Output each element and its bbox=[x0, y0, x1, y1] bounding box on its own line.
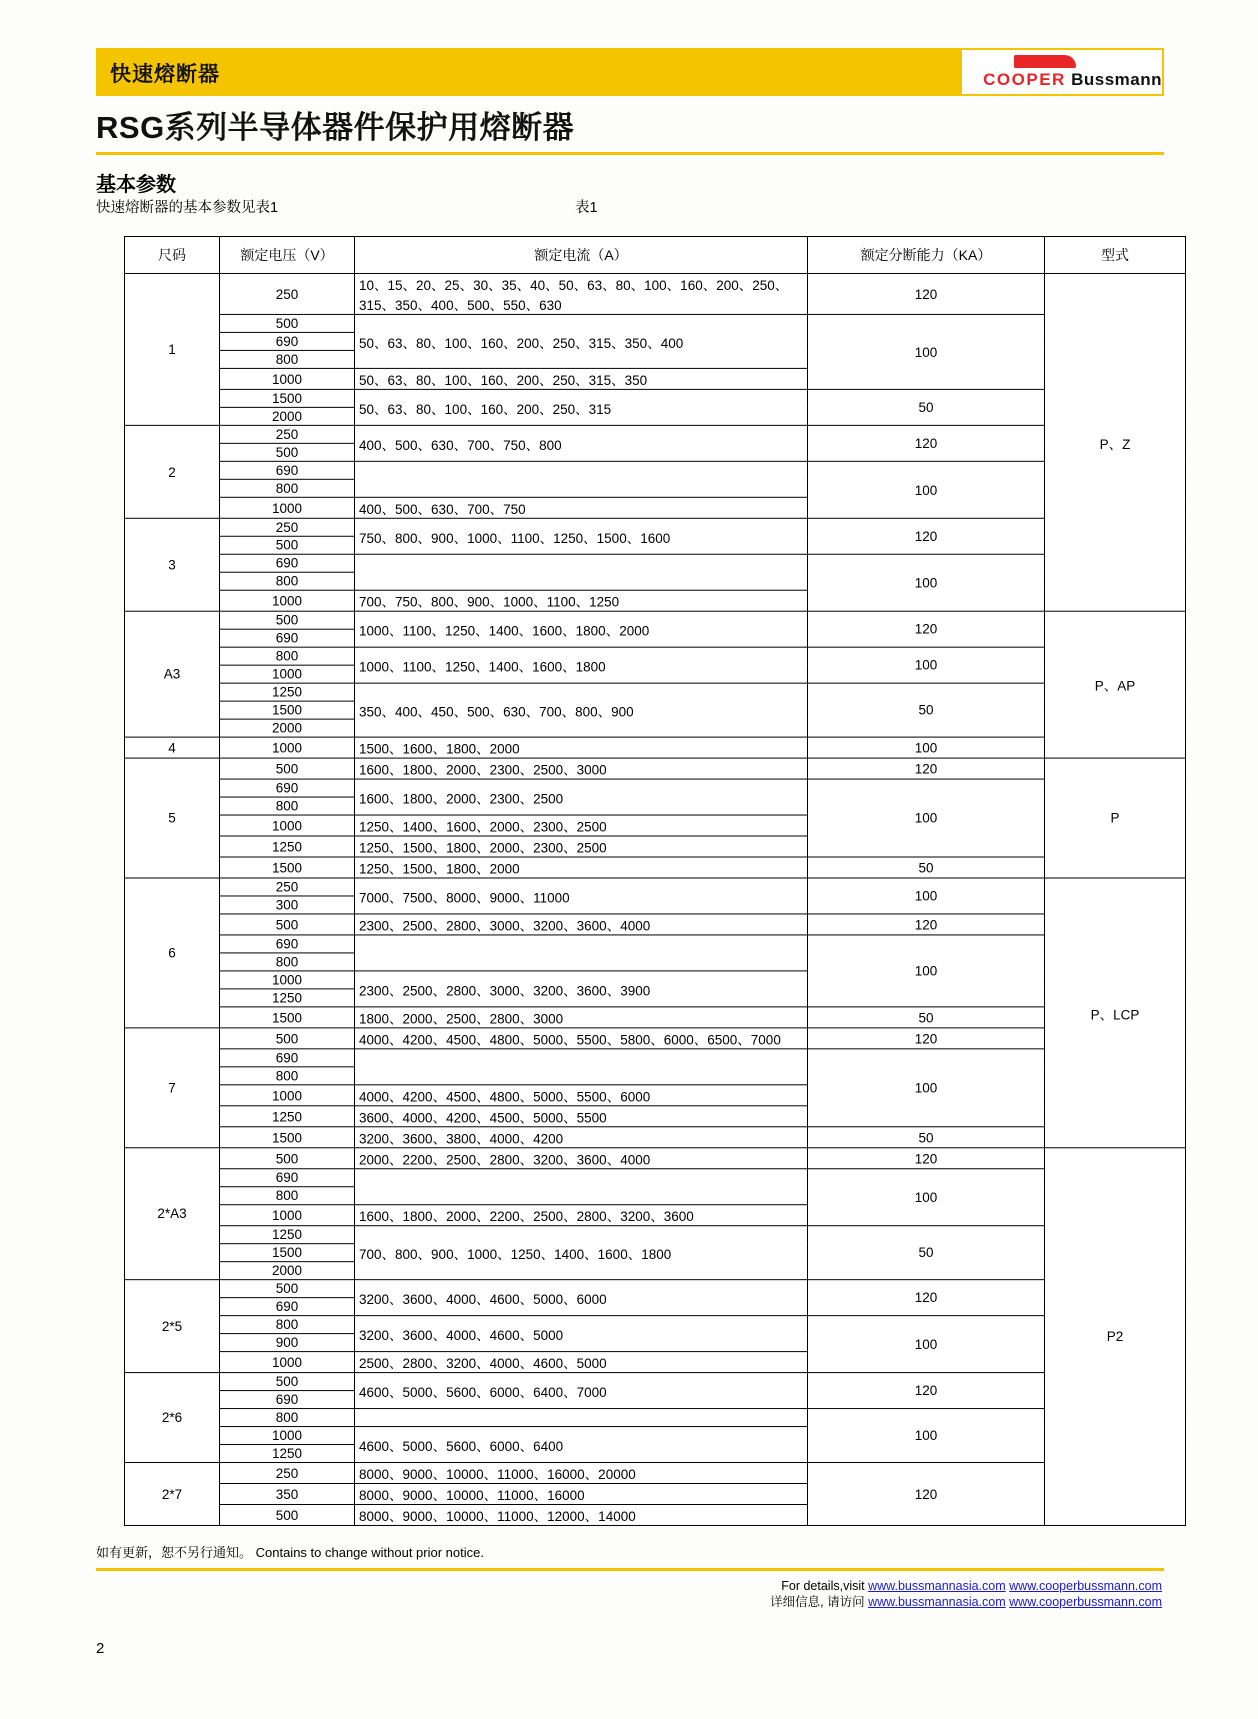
cell-voltage: 800 bbox=[220, 1067, 355, 1085]
cell-voltage: 690 bbox=[220, 1391, 355, 1409]
cell-current: 3200、3600、4000、4600、5000 bbox=[355, 1316, 808, 1352]
table-row bbox=[125, 1007, 1186, 1028]
cell-voltage: 1000 bbox=[220, 1352, 355, 1373]
cell-current bbox=[355, 1169, 808, 1205]
cell-voltage: 1000 bbox=[220, 1205, 355, 1226]
cell-size: 3 bbox=[125, 518, 220, 611]
table-row bbox=[125, 1280, 1186, 1298]
cell-voltage: 1250 bbox=[220, 1226, 355, 1244]
cell-current: 700、750、800、900、1000、1100、1250 bbox=[355, 590, 808, 611]
cell-breaking-capacity: 100 bbox=[808, 779, 1045, 857]
cell-current: 2300、2500、2800、3000、3200、3600、4000 bbox=[355, 914, 808, 935]
cell-current: 1800、2000、2500、2800、3000 bbox=[355, 1007, 808, 1028]
section-heading: 基本参数 bbox=[96, 174, 176, 196]
cell-current: 7000、7500、8000、9000、11000 bbox=[355, 878, 808, 914]
table-row bbox=[125, 1148, 1186, 1169]
cell-voltage: 1250 bbox=[220, 836, 355, 857]
cell-voltage: 350 bbox=[220, 1484, 355, 1505]
table-row bbox=[125, 611, 1186, 629]
footer-links bbox=[770, 1578, 1162, 1610]
cell-voltage: 690 bbox=[220, 1169, 355, 1187]
cell-breaking-capacity: 100 bbox=[808, 878, 1045, 914]
footer-link-cooperbussmann-cn[interactable]: www.cooperbussmann.com bbox=[1009, 1595, 1162, 1609]
cell-breaking-capacity: 120 bbox=[808, 1373, 1045, 1409]
cell-breaking-capacity: 50 bbox=[808, 857, 1045, 878]
cell-current bbox=[355, 461, 808, 497]
cell-voltage: 690 bbox=[220, 1298, 355, 1316]
table-row bbox=[125, 758, 1186, 779]
cell-breaking-capacity: 50 bbox=[808, 1127, 1045, 1148]
cell-size: 6 bbox=[125, 878, 220, 1028]
cell-voltage: 1000 bbox=[220, 1427, 355, 1445]
cell-size: 2*7 bbox=[125, 1463, 220, 1526]
footer-en-prefix: For details,visit bbox=[781, 1579, 865, 1593]
cell-voltage: 500 bbox=[220, 758, 355, 779]
cell-current: 350、400、450、500、630、700、800、900 bbox=[355, 683, 808, 737]
cell-voltage: 800 bbox=[220, 572, 355, 590]
cell-voltage: 800 bbox=[220, 797, 355, 815]
cell-voltage: 500 bbox=[220, 314, 355, 332]
cell-voltage: 250 bbox=[220, 273, 355, 314]
table-header bbox=[125, 236, 1186, 273]
cell-voltage: 1000 bbox=[220, 497, 355, 518]
cell-current: 8000、9000、10000、11000、16000 bbox=[355, 1484, 808, 1505]
cell-voltage: 690 bbox=[220, 935, 355, 953]
cell-current: 1600、1800、2000、2200、2500、2800、3200、3600 bbox=[355, 1205, 808, 1226]
col-header-type: 型式 bbox=[1045, 236, 1186, 273]
footer-line-en bbox=[770, 1578, 1162, 1594]
cell-current: 3600、4000、4200、4500、5000、5500 bbox=[355, 1106, 808, 1127]
table-row bbox=[125, 389, 1186, 407]
cell-breaking-capacity: 100 bbox=[808, 935, 1045, 1007]
cell-voltage: 690 bbox=[220, 332, 355, 350]
cell-current: 1000、1100、1250、1400、1600、1800、2000 bbox=[355, 611, 808, 647]
cell-current: 50、63、80、100、160、200、250、315 bbox=[355, 389, 808, 425]
cell-voltage: 1000 bbox=[220, 815, 355, 836]
cell-current bbox=[355, 1409, 808, 1427]
cell-breaking-capacity: 100 bbox=[808, 554, 1045, 611]
cell-breaking-capacity: 50 bbox=[808, 683, 1045, 737]
table-row bbox=[125, 779, 1186, 797]
cell-voltage: 1250 bbox=[220, 1106, 355, 1127]
cell-current: 4000、4200、4500、4800、5000、5500、6000 bbox=[355, 1085, 808, 1106]
table-row bbox=[125, 518, 1186, 536]
cell-voltage: 300 bbox=[220, 896, 355, 914]
table-row bbox=[125, 878, 1186, 896]
cell-current: 1600、1800、2000、2300、2500 bbox=[355, 779, 808, 815]
cell-size: 2*A3 bbox=[125, 1148, 220, 1280]
table-row bbox=[125, 683, 1186, 701]
cell-voltage: 500 bbox=[220, 536, 355, 554]
cell-voltage: 500 bbox=[220, 443, 355, 461]
cell-current: 400、500、630、700、750 bbox=[355, 497, 808, 518]
cell-voltage: 500 bbox=[220, 914, 355, 935]
cell-size: 2 bbox=[125, 425, 220, 518]
cell-breaking-capacity: 100 bbox=[808, 647, 1045, 683]
cell-size: 7 bbox=[125, 1028, 220, 1148]
cell-voltage: 1250 bbox=[220, 1445, 355, 1463]
cell-type: P、AP bbox=[1045, 611, 1186, 758]
table-caption: 表1 bbox=[575, 200, 598, 216]
table-row bbox=[125, 1373, 1186, 1391]
cell-current: 750、800、900、1000、1100、1250、1500、1600 bbox=[355, 518, 808, 554]
cooper-bussmann-logo bbox=[962, 50, 1162, 94]
cell-voltage: 1000 bbox=[220, 1085, 355, 1106]
cell-breaking-capacity: 120 bbox=[808, 914, 1045, 935]
cell-voltage: 500 bbox=[220, 1373, 355, 1391]
table-header-row bbox=[125, 236, 1186, 273]
table-row bbox=[125, 314, 1186, 332]
cell-voltage: 1500 bbox=[220, 389, 355, 407]
title-divider bbox=[96, 152, 1164, 155]
cell-type: P2 bbox=[1045, 1148, 1186, 1526]
cell-voltage: 2000 bbox=[220, 407, 355, 425]
cell-breaking-capacity: 100 bbox=[808, 1169, 1045, 1226]
table-row bbox=[125, 461, 1186, 479]
logo-swoosh-icon bbox=[1014, 55, 1076, 68]
cell-size: 2*6 bbox=[125, 1373, 220, 1463]
cell-current: 1250、1500、1800、2000 bbox=[355, 857, 808, 878]
cell-current: 3200、3600、4000、4600、5000、6000 bbox=[355, 1280, 808, 1316]
header-category-label: 快速熔断器 bbox=[110, 63, 220, 86]
col-header-current: 额定电流（A） bbox=[355, 236, 808, 273]
cell-current bbox=[355, 554, 808, 590]
logo-bussmann-text: Bussmann bbox=[1071, 69, 1162, 89]
cell-size: A3 bbox=[125, 611, 220, 737]
cell-voltage: 1500 bbox=[220, 701, 355, 719]
footer-cn-prefix: 详细信息, 请访问 bbox=[770, 1595, 865, 1609]
table-row bbox=[125, 1127, 1186, 1148]
table-row bbox=[125, 914, 1186, 935]
col-header-breaking: 额定分断能力（KA） bbox=[808, 236, 1045, 273]
cell-voltage: 690 bbox=[220, 779, 355, 797]
cell-voltage: 2000 bbox=[220, 719, 355, 737]
cell-breaking-capacity: 120 bbox=[808, 1148, 1045, 1169]
cell-type: P、Z bbox=[1045, 273, 1186, 611]
cell-current: 400、500、630、700、750、800 bbox=[355, 425, 808, 461]
cell-voltage: 800 bbox=[220, 479, 355, 497]
footer-line-cn bbox=[770, 1594, 1162, 1610]
col-header-voltage: 额定电压（V） bbox=[220, 236, 355, 273]
footer-note: 如有更新，恕不另行通知。 Contains to change without prior notice. bbox=[96, 1545, 484, 1560]
cell-current: 50、63、80、100、160、200、250、315、350、400 bbox=[355, 314, 808, 368]
cell-voltage: 800 bbox=[220, 647, 355, 665]
cell-current: 1000、1100、1250、1400、1600、1800 bbox=[355, 647, 808, 683]
spec-table bbox=[124, 236, 1186, 1526]
cell-voltage: 690 bbox=[220, 629, 355, 647]
cell-voltage: 690 bbox=[220, 554, 355, 572]
cell-voltage: 1500 bbox=[220, 1244, 355, 1262]
cell-voltage: 800 bbox=[220, 1409, 355, 1427]
table-row bbox=[125, 1226, 1186, 1244]
table-row bbox=[125, 554, 1186, 572]
cell-current: 2000、2200、2500、2800、3200、3600、4000 bbox=[355, 1148, 808, 1169]
cell-voltage: 1000 bbox=[220, 971, 355, 989]
cell-type: P bbox=[1045, 758, 1186, 878]
cell-breaking-capacity: 120 bbox=[808, 1463, 1045, 1526]
cell-current: 10、15、20、25、30、35、40、50、63、80、100、160、200、250、315、350、400、500、550、630 bbox=[355, 273, 808, 314]
cell-voltage: 1500 bbox=[220, 857, 355, 878]
cell-breaking-capacity: 120 bbox=[808, 758, 1045, 779]
cell-breaking-capacity: 100 bbox=[808, 1316, 1045, 1373]
cell-breaking-capacity: 120 bbox=[808, 518, 1045, 554]
cell-breaking-capacity: 120 bbox=[808, 273, 1045, 314]
cell-voltage: 1500 bbox=[220, 1127, 355, 1148]
cell-breaking-capacity: 120 bbox=[808, 1028, 1045, 1049]
cell-voltage: 690 bbox=[220, 1049, 355, 1067]
cell-size: 5 bbox=[125, 758, 220, 878]
logo-cooper-text: COOPER bbox=[983, 69, 1066, 89]
cell-voltage: 500 bbox=[220, 1504, 355, 1525]
table-row bbox=[125, 1409, 1186, 1427]
table-row bbox=[125, 425, 1186, 443]
spec-table-wrapper bbox=[124, 236, 1142, 1526]
cell-voltage: 500 bbox=[220, 1280, 355, 1298]
cell-current: 1600、1800、2000、2300、2500、3000 bbox=[355, 758, 808, 779]
cell-current: 8000、9000、10000、11000、16000、20000 bbox=[355, 1463, 808, 1484]
footer-divider bbox=[96, 1568, 1164, 1571]
cell-current: 2300、2500、2800、3000、3200、3600、3900 bbox=[355, 971, 808, 1007]
cell-breaking-capacity: 100 bbox=[808, 1409, 1045, 1463]
cell-voltage: 800 bbox=[220, 953, 355, 971]
cell-voltage: 1000 bbox=[220, 590, 355, 611]
cell-current: 3200、3600、3800、4000、4200 bbox=[355, 1127, 808, 1148]
cell-current: 4600、5000、5600、6000、6400、7000 bbox=[355, 1373, 808, 1409]
table-row bbox=[125, 273, 1186, 314]
cell-voltage: 1500 bbox=[220, 1007, 355, 1028]
cell-voltage: 250 bbox=[220, 425, 355, 443]
cell-voltage: 800 bbox=[220, 350, 355, 368]
cell-breaking-capacity: 120 bbox=[808, 1280, 1045, 1316]
cell-breaking-capacity: 50 bbox=[808, 389, 1045, 425]
cell-current: 1250、1500、1800、2000、2300、2500 bbox=[355, 836, 808, 857]
cell-current: 700、800、900、1000、1250、1400、1600、1800 bbox=[355, 1226, 808, 1280]
cell-current bbox=[355, 935, 808, 971]
cell-current: 1250、1400、1600、2000、2300、2500 bbox=[355, 815, 808, 836]
cell-voltage: 900 bbox=[220, 1334, 355, 1352]
cell-breaking-capacity: 50 bbox=[808, 1226, 1045, 1280]
cell-voltage: 800 bbox=[220, 1187, 355, 1205]
section-subtext: 快速熔断器的基本参数见表1 bbox=[96, 200, 279, 216]
table-row bbox=[125, 857, 1186, 878]
table-row bbox=[125, 737, 1186, 758]
cell-breaking-capacity: 100 bbox=[808, 1049, 1045, 1127]
table-row bbox=[125, 1049, 1186, 1067]
cell-voltage: 500 bbox=[220, 1028, 355, 1049]
cell-current: 8000、9000、10000、11000、12000、14000 bbox=[355, 1504, 808, 1525]
footer-link-bussmannasia-cn[interactable]: www.bussmannasia.com bbox=[868, 1595, 1006, 1609]
cell-breaking-capacity: 120 bbox=[808, 425, 1045, 461]
page-title: RSG系列半导体器件保护用熔断器 bbox=[96, 110, 575, 145]
cell-size: 1 bbox=[125, 273, 220, 425]
cell-voltage: 250 bbox=[220, 518, 355, 536]
cell-voltage: 690 bbox=[220, 461, 355, 479]
cell-current: 4600、5000、5600、6000、6400 bbox=[355, 1427, 808, 1463]
cell-voltage: 1000 bbox=[220, 665, 355, 683]
cell-voltage: 1000 bbox=[220, 368, 355, 389]
table-row bbox=[125, 935, 1186, 953]
cell-size: 2*5 bbox=[125, 1280, 220, 1373]
table-row bbox=[125, 1169, 1186, 1187]
cell-breaking-capacity: 100 bbox=[808, 737, 1045, 758]
cell-breaking-capacity: 100 bbox=[808, 314, 1045, 389]
table-row bbox=[125, 1028, 1186, 1049]
cell-breaking-capacity: 50 bbox=[808, 1007, 1045, 1028]
cell-voltage: 1250 bbox=[220, 683, 355, 701]
cell-current: 4000、4200、4500、4800、5000、5500、5800、6000、6500、7000 bbox=[355, 1028, 808, 1049]
table-row bbox=[125, 647, 1186, 665]
footer-link-bussmannasia-en[interactable]: www.bussmannasia.com bbox=[868, 1579, 1006, 1593]
cell-voltage: 2000 bbox=[220, 1262, 355, 1280]
cell-breaking-capacity: 120 bbox=[808, 611, 1045, 647]
table-row bbox=[125, 1316, 1186, 1334]
cell-type: P、LCP bbox=[1045, 878, 1186, 1148]
cell-current bbox=[355, 1049, 808, 1085]
cell-voltage: 500 bbox=[220, 1148, 355, 1169]
page-number: 2 bbox=[96, 1640, 105, 1657]
cell-voltage: 800 bbox=[220, 1316, 355, 1334]
table-body bbox=[125, 273, 1186, 1525]
cell-size: 4 bbox=[125, 737, 220, 758]
cell-current: 1500、1600、1800、2000 bbox=[355, 737, 808, 758]
cell-voltage: 250 bbox=[220, 1463, 355, 1484]
cell-voltage: 1000 bbox=[220, 737, 355, 758]
cell-voltage: 250 bbox=[220, 878, 355, 896]
cell-breaking-capacity: 100 bbox=[808, 461, 1045, 518]
cell-current: 50、63、80、100、160、200、250、315、350 bbox=[355, 368, 808, 389]
cell-voltage: 500 bbox=[220, 611, 355, 629]
footer-link-cooperbussmann-en[interactable]: www.cooperbussmann.com bbox=[1009, 1579, 1162, 1593]
cell-current: 2500、2800、3200、4000、4600、5000 bbox=[355, 1352, 808, 1373]
table-row bbox=[125, 1463, 1186, 1484]
col-header-size: 尺码 bbox=[125, 236, 220, 273]
cell-voltage: 1250 bbox=[220, 989, 355, 1007]
